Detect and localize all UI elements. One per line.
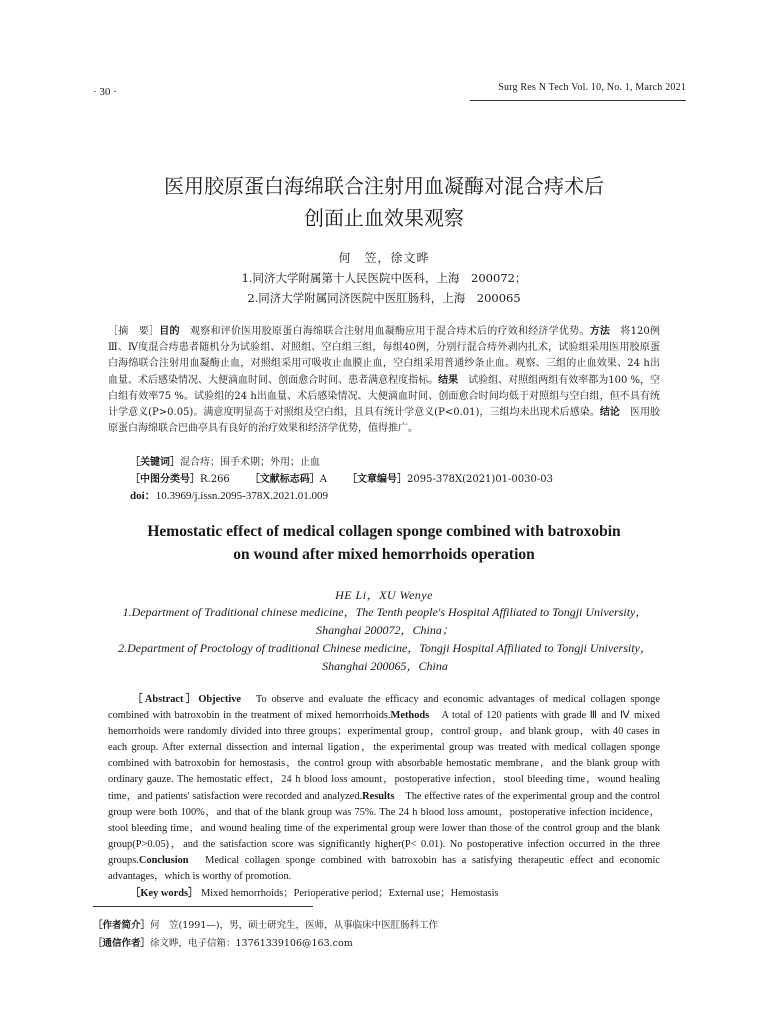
en-results-text: The effective rates of the experimental group and the control group were both 100%，and that of the blank group was 75%. The 24 h blood loss amount，postoperative infection incidence，stool bleeding time，and wound healing time of the experimental group were lower than those of the control group and the blank group(P>0.05)，and the satisfaction score was significantly higher(P< 0.01). No postoperative infection occurred in the three groups. [108,790,660,866]
en-conclusion-label: Conclusion [138,854,189,866]
english-keywords [130,884,499,899]
article-number-label: ［文章编号］ [347,474,408,485]
doc-code-label: ［文献标志码］ [249,474,320,485]
author-bio-label: ［作者简介］ [93,920,151,931]
results-text: 试验组、对照组两组有效率都为100 %，空白组有效率75 %。试验组的24 h出血量、术后感染情况、大便滴血时间、创面愈合时间均低于对照组与空白组，但不具有统计学意义(P>0.05)。满意度明显高于对照组及空白组，且具有统计学意义(P<0.01)，三组均未出现术后感染。 [108,374,660,419]
english-authors: HE Li，XU Wenye [335,588,433,602]
en-objective-label: Objective [198,694,242,705]
conclusion-label: 结论 [599,407,620,419]
en-keywords-label: ［Key words］ [130,888,199,899]
doc-code-value: A [319,474,328,485]
class-value: R.266 [200,474,230,485]
english-title-line-1: Hemostatic effect of medical collagen sponge combined with batroxobin [147,523,621,540]
doi-label: doi： [130,490,156,502]
classification-line [130,470,553,485]
journal-citation: Surg Res N Tech Vol. 10, No. 1, March 2021 [498,82,686,93]
en-methods-text: A total of 120 patients with grade Ⅲ and Ⅳ mixed hemorrhoids were randomly divided into three groups；experimental group，control group，and blank group，with 40 cases in each group. After external dissection and internal ligation，the experimental group was treated with medical collagen sponge combined with batroxobin for hemostasis，the control group with absorbable hemostatic membrane，and the blank group with ordinary gauze. The hemostatic effect，24 h blood loss amount，postoperative infection，stool bleeding time，wound healing time，and patients' satisfaction were recorded and analyzed. [108,710,660,802]
english-title [0,520,768,566]
en-objective-text: To observe and evaluate the efficacy and economic advantages of medical collagen sponge combined with batroxobin in the treatment of mixed hemorrhoids. [108,694,660,722]
objective-text: 观察和评价医用胶原蛋白海绵联合注射用血凝酶应用于混合痔术后的疗效和经济学优势。 [179,326,590,337]
corresponding-author-text: 徐文晔，电子信箱：13761339106@163.com [150,938,353,949]
results-label: 结果 [438,374,459,386]
en-keywords-text: Mixed hemorrhoids；Perioperative period；External use；Hemostasis [198,888,499,899]
english-affiliation-1: 1.Department of Traditional chinese medicine，The Tenth people's Hospital Affiliated to Tongji University，Shanghai 200072，China； [122,605,648,637]
keywords-text: 混合痔；围手术期；外用；止血 [180,457,320,468]
chinese-title-line-2: 创面止血效果观察 [304,206,464,230]
doi-link[interactable]: 10.3969/j.issn.2095-378X.2021.01.009 [155,490,329,502]
footnote-rule [93,906,313,907]
article-number-value: 2095-378X(2021)01-0030-03 [407,474,553,485]
en-conclusion-text: Medical collagen sponge combined with batroxobin has a satisfying therapeutic effect and economic advantages，which is worthy of promotion. [108,854,660,883]
doi-line [130,487,328,503]
abstract-label: ［摘 要］ [108,326,160,337]
author-bio-text: 何 笠(1991—)，男，硕士研究生，医师，从事临床中医肛肠科工作 [150,920,439,931]
corresponding-author-label: ［通信作者］ [93,938,151,949]
en-results-label: Results [362,790,395,802]
header-rule [470,100,686,101]
objective-label: 目的 [159,326,180,337]
chinese-affiliation-1: 1.同济大学附属第十人民医院中医科，上海 200072； [241,271,527,285]
chinese-abstract [108,324,660,437]
methods-text: 将120例Ⅲ、Ⅳ度混合痔患者随机分为试验组、对照组、空白组三组，每组40例，分别行混合痔外剥内扎术，试验组采用医用胶原蛋白海绵联合注射用血凝酶止血，对照组采用可吸收止血膜止血，空白组采用普通纱条止血。观察、三组的止血效果、24 h出血量、术后感染情况、大便滴血时间、创面愈合时间、患者满意程度指标。 [108,326,661,386]
methods-label: 方法 [589,326,611,337]
en-methods-label: Methods [390,710,430,722]
chinese-title [0,170,768,234]
author-bio-footnote [93,917,438,931]
english-title-line-2: on wound after mixed hemorrhoids operation [233,546,535,563]
english-affiliation-2: 2.Department of Proctology of traditional Chinese medicine，Tongji Hospital Affiliated to Tongji University，Shanghai 200065，China [118,641,652,673]
class-label: ［中图分类号］ [130,474,200,485]
chinese-affiliation-2: 2.同济大学附属同济医院中医肛肠科，上海 200065 [247,291,521,305]
corresponding-author-footnote [93,935,353,949]
chinese-keywords [130,453,320,468]
conclusion-text: 医用胶原蛋白海绵联合巴曲亭具有良好的治疗效果和经济学优势，值得推广。 [108,407,661,435]
page-number: · 30 · [93,86,117,98]
en-abstract-label: ［Abstract］ [130,694,199,705]
keywords-label: ［关键词］ [130,457,180,468]
chinese-title-line-1: 医用胶原蛋白海绵联合注射用血凝酶对混合痔术后 [164,174,604,198]
chinese-authors: 何 笠，徐文晔 [338,251,430,265]
english-abstract [108,692,660,885]
